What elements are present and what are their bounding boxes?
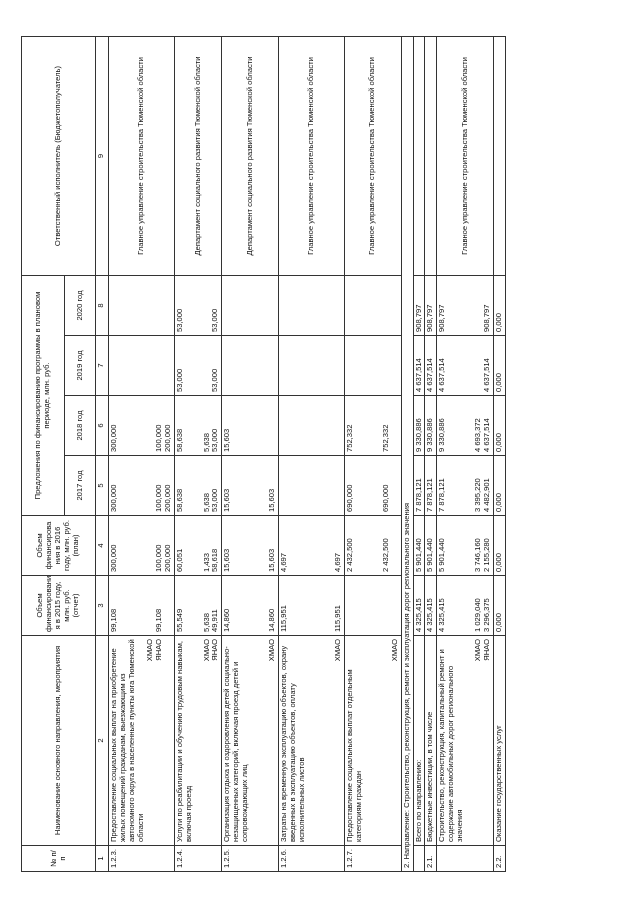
cell-2019 xyxy=(344,336,401,396)
row-name xyxy=(222,636,279,846)
cell-2018: 0,000 xyxy=(494,396,506,456)
cell-2020: 908,797 xyxy=(425,276,437,336)
cell-2016: 4,697 4,697 xyxy=(279,516,345,576)
region-label: ХМАО xyxy=(332,639,342,662)
cell-2016: 0,000 xyxy=(494,516,506,576)
region-label: ЯНАО xyxy=(210,639,220,661)
cell-2019: 53,000 53,000 xyxy=(174,336,222,396)
row-name-text: Строительство, реконструкция, капитальный ремонт и содержание автомобильных дорог регионального значения xyxy=(437,649,465,842)
table-row xyxy=(174,37,222,872)
cell-2015: 55,549 5,638 49,911 xyxy=(174,576,222,636)
financing-table xyxy=(21,36,506,872)
row-name-text: Организация отдыха и оздоровления детей социально-незащищенных категорий, включая проезд детей и сопровождающих лиц xyxy=(222,646,250,842)
cell-2020 xyxy=(222,276,279,336)
cell-2015 xyxy=(344,576,401,636)
cell-2015: 14,860 14,860 xyxy=(222,576,279,636)
cell-2015: 0,000 xyxy=(494,576,506,636)
column-index-row xyxy=(96,37,109,872)
row-name-text: Предоставление социальных выплат отдельным категориям граждан xyxy=(344,669,363,842)
cell-2017: 7 878,121 xyxy=(425,456,437,516)
region-label: ХМАО xyxy=(201,639,211,662)
cell-2015: 4 325,415 xyxy=(425,576,437,636)
cell-2017: 7 878,121 xyxy=(413,456,425,516)
cell-2020 xyxy=(279,276,345,336)
cell-2019: 4 637,514 xyxy=(425,336,437,396)
header-2018: 2018 год xyxy=(65,396,96,456)
document-page xyxy=(21,37,611,872)
cell-2016: 60,051 1,433 58,618 xyxy=(174,516,222,576)
table-row xyxy=(425,37,437,872)
cell-2017 xyxy=(279,456,345,516)
row-name xyxy=(174,636,222,846)
row-name xyxy=(279,636,345,846)
responsible-cell: Главное управление строительства Тюменской области xyxy=(279,37,345,276)
header-responsible: Ответственный исполнитель (Бюджетополучатель) xyxy=(22,37,96,276)
cell-2020: 908,797 908,797 xyxy=(437,276,494,336)
total-label: Всего по направлению: xyxy=(413,636,425,846)
cell-2016: 300,000 100,000 200,000 xyxy=(109,516,175,576)
region-label: ЯНАО xyxy=(153,639,163,661)
cell-2020: 0,000 xyxy=(494,276,506,336)
region-label: ХМАО xyxy=(473,639,483,662)
cell-2016: 5 901,440 xyxy=(413,516,425,576)
row-name-text: Услуги по реабилитации и обучению трудовым навыкам, включая проезд xyxy=(174,641,193,842)
cell-2020: 908,797 xyxy=(413,276,425,336)
cell-2017: 690,000 690,000 xyxy=(344,456,401,516)
header-name: Наименование основного направления, мероприятия xyxy=(22,636,96,846)
cell-2018: 752,332 752,332 xyxy=(344,396,401,456)
cell-2018: 9 330,886 4 693,372 4 637,514 xyxy=(437,396,494,456)
header-vol2015: Объем финансировани я в 2015 году, млн. руб. (отчет) xyxy=(22,576,96,636)
header-2020: 2020 год xyxy=(65,276,96,336)
header-vol2016: Объем финансирова ния в 2016 году, млн. руб. (план) xyxy=(22,516,96,576)
row-num: 1.2.7. xyxy=(344,846,401,872)
cell-2017: 300,000 100,000 200,000 xyxy=(109,456,175,516)
col-index: 8 xyxy=(96,276,109,336)
col-index: 7 xyxy=(96,336,109,396)
section-title-row xyxy=(401,37,413,872)
header-row xyxy=(22,37,65,872)
table-row xyxy=(437,37,494,872)
cell-2020: 53,000 53,000 xyxy=(174,276,222,336)
row-num: 2.2. xyxy=(494,846,506,872)
cell-2018: 15,603 xyxy=(222,396,279,456)
row-name xyxy=(344,636,401,846)
row-num: 1.2.3. xyxy=(109,846,175,872)
cell-2019 xyxy=(279,336,345,396)
cell-2019: 4 637,514 4 637,514 xyxy=(437,336,494,396)
cell-2018: 9 330,886 xyxy=(413,396,425,456)
header-2019: 2019 год xyxy=(65,336,96,396)
responsible-cell: Главное управление строительства Тюменской области xyxy=(109,37,175,276)
col-index: 4 xyxy=(96,516,109,576)
region-label: ХМАО xyxy=(389,639,399,662)
col-index: 5 xyxy=(96,456,109,516)
table-row xyxy=(344,37,401,872)
responsible-cell: Департамент социального развития Тюменской области xyxy=(174,37,222,276)
cell-2017: 0,000 xyxy=(494,456,506,516)
cell-2018: 58,638 5,638 53,000 xyxy=(174,396,222,456)
row-name xyxy=(109,636,175,846)
cell-2017: 15,603 15,603 xyxy=(222,456,279,516)
col-index: 9 xyxy=(96,37,109,276)
cell-2016: 2 432,500 2 432,500 xyxy=(344,516,401,576)
row-num: 1.2.5. xyxy=(222,846,279,872)
col-index: 2 xyxy=(96,636,109,846)
cell-2016: 15,603 15,603 xyxy=(222,516,279,576)
row-num: 1.2.6. xyxy=(279,846,345,872)
cell-2015: 115,951 115,951 xyxy=(279,576,345,636)
cell-2017: 7 878,121 3 395,220 4 482,901 xyxy=(437,456,494,516)
row-name-text: Затраты на временную эксплуатацию объектов, охрану введенных в эксплуатацию объектов, оплату исполнительных листов xyxy=(279,645,307,842)
total-row xyxy=(413,37,425,872)
section-title: 2. Направление: Строительство, реконструкция, ремонт и эксплуатация дорог регионального значения xyxy=(401,37,413,872)
table-row xyxy=(494,37,506,872)
responsible-cell: Главное управление строительства Тюменской области xyxy=(437,37,494,276)
table-row xyxy=(109,37,175,872)
col-index: 1 xyxy=(96,846,109,872)
cell-2015: 4 325,415 1 029,040 3 296,375 xyxy=(437,576,494,636)
table-row xyxy=(279,37,345,872)
cell-2019: 0,000 xyxy=(494,336,506,396)
col-index: 3 xyxy=(96,576,109,636)
region-label: ЯНАО xyxy=(482,639,492,661)
cell-2018: 300,000 100,000 200,000 xyxy=(109,396,175,456)
cell-2017: 58,638 5,638 53,000 xyxy=(174,456,222,516)
header-num: № п/п xyxy=(22,846,96,872)
region-label: ХМАО xyxy=(144,639,154,662)
responsible-cell: Департамент социального развития Тюменской области xyxy=(222,37,279,276)
row-num: 1.2.4. xyxy=(174,846,222,872)
cell-2016: 5 901,440 3 746,160 2 155,280 xyxy=(437,516,494,576)
region-label: ХМАО xyxy=(267,639,277,662)
cell-2020 xyxy=(109,276,175,336)
table-row xyxy=(222,37,279,872)
cell-2019 xyxy=(222,336,279,396)
responsible-cell: Главное управление строительства Тюменской области xyxy=(344,37,401,276)
row-name: Бюджетные инвестиции, в том числе xyxy=(425,636,437,846)
cell-2018: 9 330,886 xyxy=(425,396,437,456)
col-index: 6 xyxy=(96,396,109,456)
cell-2019: 4 637,514 xyxy=(413,336,425,396)
row-num: 2.1. xyxy=(425,846,437,872)
cell-2016: 5 901,440 xyxy=(425,516,437,576)
row-name xyxy=(437,636,494,846)
cell-2015: 99,108 99,108 xyxy=(109,576,175,636)
header-proposals: Предложения по финансированию программы в плановом периоде, млн. руб. xyxy=(22,276,65,516)
header-2017: 2017 год xyxy=(65,456,96,516)
cell-2020 xyxy=(344,276,401,336)
cell-2019 xyxy=(109,336,175,396)
row-name-text: Предоставление социальных выплат на приобретение жилых помещений гражданам, выезжающим из автономного округа в населенные пункты юга Тюменской области xyxy=(109,639,145,842)
cell-2018 xyxy=(279,396,345,456)
cell-2015: 4 325,415 xyxy=(413,576,425,636)
row-name: Оказание государственных услуг xyxy=(494,636,506,846)
